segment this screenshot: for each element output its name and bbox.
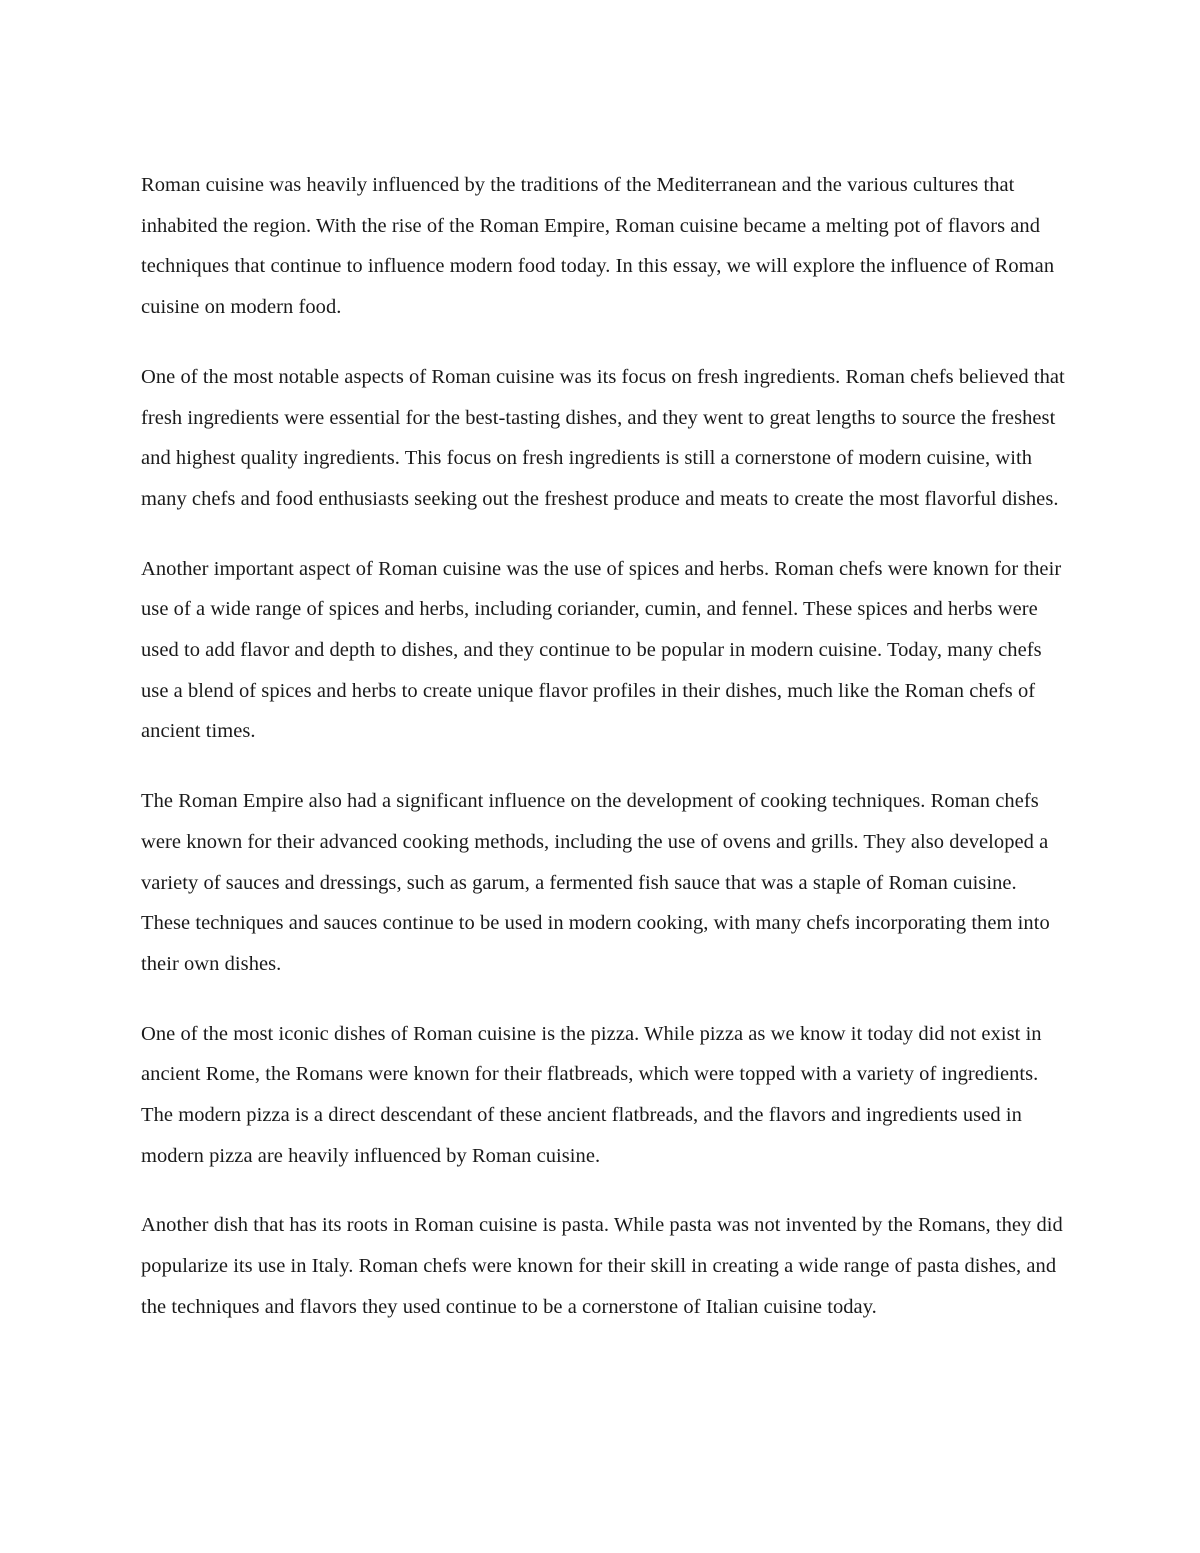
paragraph-intro: Roman cuisine was heavily influenced by the traditions of the Mediterranean and the various cultures that inhabited the region. With the rise of the Roman Empire, Roman cuisine became a melting pot of flavors and techniques that continue to influence modern food today. In this essay, we will explore the influence of Roman cuisine on modern food. xyxy=(141,174,1055,319)
paragraph-pasta: Another dish that has its roots in Roman cuisine is pasta. While pasta was not invented by the Romans, they did popularize its use in Italy. Roman chefs were known for their skill in creating a wide range of pasta dishes, and the techniques and flavors they used continue to be a cornerstone of Italian cuisine today. xyxy=(141,1214,1063,1318)
paragraph-spices-herbs: Another important aspect of Roman cuisine was the use of spices and herbs. Roman chefs were known for their use of a wide range of spices and herbs, including coriander, cumin, and fennel. These spices and herbs were used to add flavor and depth to dishes, and they continue to be popular in modern cuisine. Today, many chefs use a blend of spices and herbs to create unique flavor profiles in their dishes, much like the Roman chefs of ancient times. xyxy=(141,557,1062,743)
paragraph-pizza: One of the most iconic dishes of Roman cuisine is the pizza. While pizza as we know it today did not exist in ancient Rome, the Romans were known for their flatbreads, which were topped with a variety of ingredients. The modern pizza is a direct descendant of these ancient flatbreads, and the flavors and ingredients used in modern pizza are heavily influenced by Roman cuisine. xyxy=(141,1022,1042,1167)
document-body xyxy=(141,165,1066,1357)
paragraph-fresh-ingredients: One of the most notable aspects of Roman cuisine was its focus on fresh ingredients. Roman chefs believed that fresh ingredients were essential for the best-tasting dishes, and they went to great lengths to source the freshest and highest quality ingredients. This focus on fresh ingredients is still a cornerstone of modern cuisine, with many chefs and food enthusiasts seeking out the freshest produce and meats to create the most flavorful dishes. xyxy=(141,365,1065,510)
paragraph-cooking-techniques: The Roman Empire also had a significant influence on the development of cooking techniques. Roman chefs were known for their advanced cooking methods, including the use of ovens and grills. They also developed a variety of sauces and dressings, such as garum, a fermented fish sauce that was a staple of Roman cuisine. These techniques and sauces continue to be used in modern cooking, with many chefs incorporating them into their own dishes. xyxy=(141,790,1050,975)
